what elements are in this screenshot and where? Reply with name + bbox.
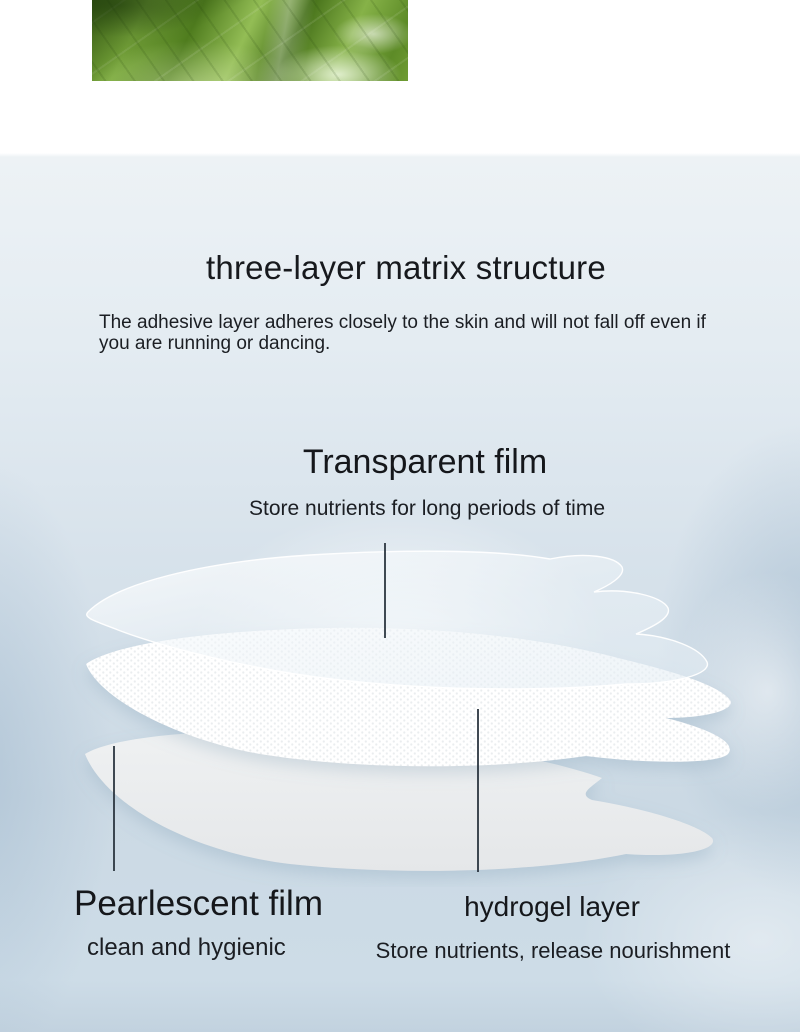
page-subtitle-line-1: The adhesive layer adheres closely to the skin and will not fall off even if [99,312,706,333]
page-subtitle-line-2: you are running or dancing. [99,333,331,354]
leaf-shadow-overlay [92,0,408,81]
label-pearlescent-film: Pearlescent film [74,884,323,923]
label-transparent-film: Transparent film [302,443,548,481]
desc-pearlescent-film: clean and hygienic [87,934,286,961]
callout-line-pearlescent-film [113,746,115,871]
label-hydrogel-layer: hydrogel layer [464,891,640,922]
layer-stack-illustration [70,542,750,887]
desc-transparent-film: Store nutrients for long periods of time [248,497,606,520]
desc-hydrogel-layer: Store nutrients, release nourishment [375,938,731,963]
leaf-macro-photo [92,0,408,81]
callout-line-hydrogel-layer [477,709,479,872]
callout-line-transparent-film [384,543,386,638]
page-title: three-layer matrix structure [206,249,606,286]
page-subtitle [99,312,721,354]
